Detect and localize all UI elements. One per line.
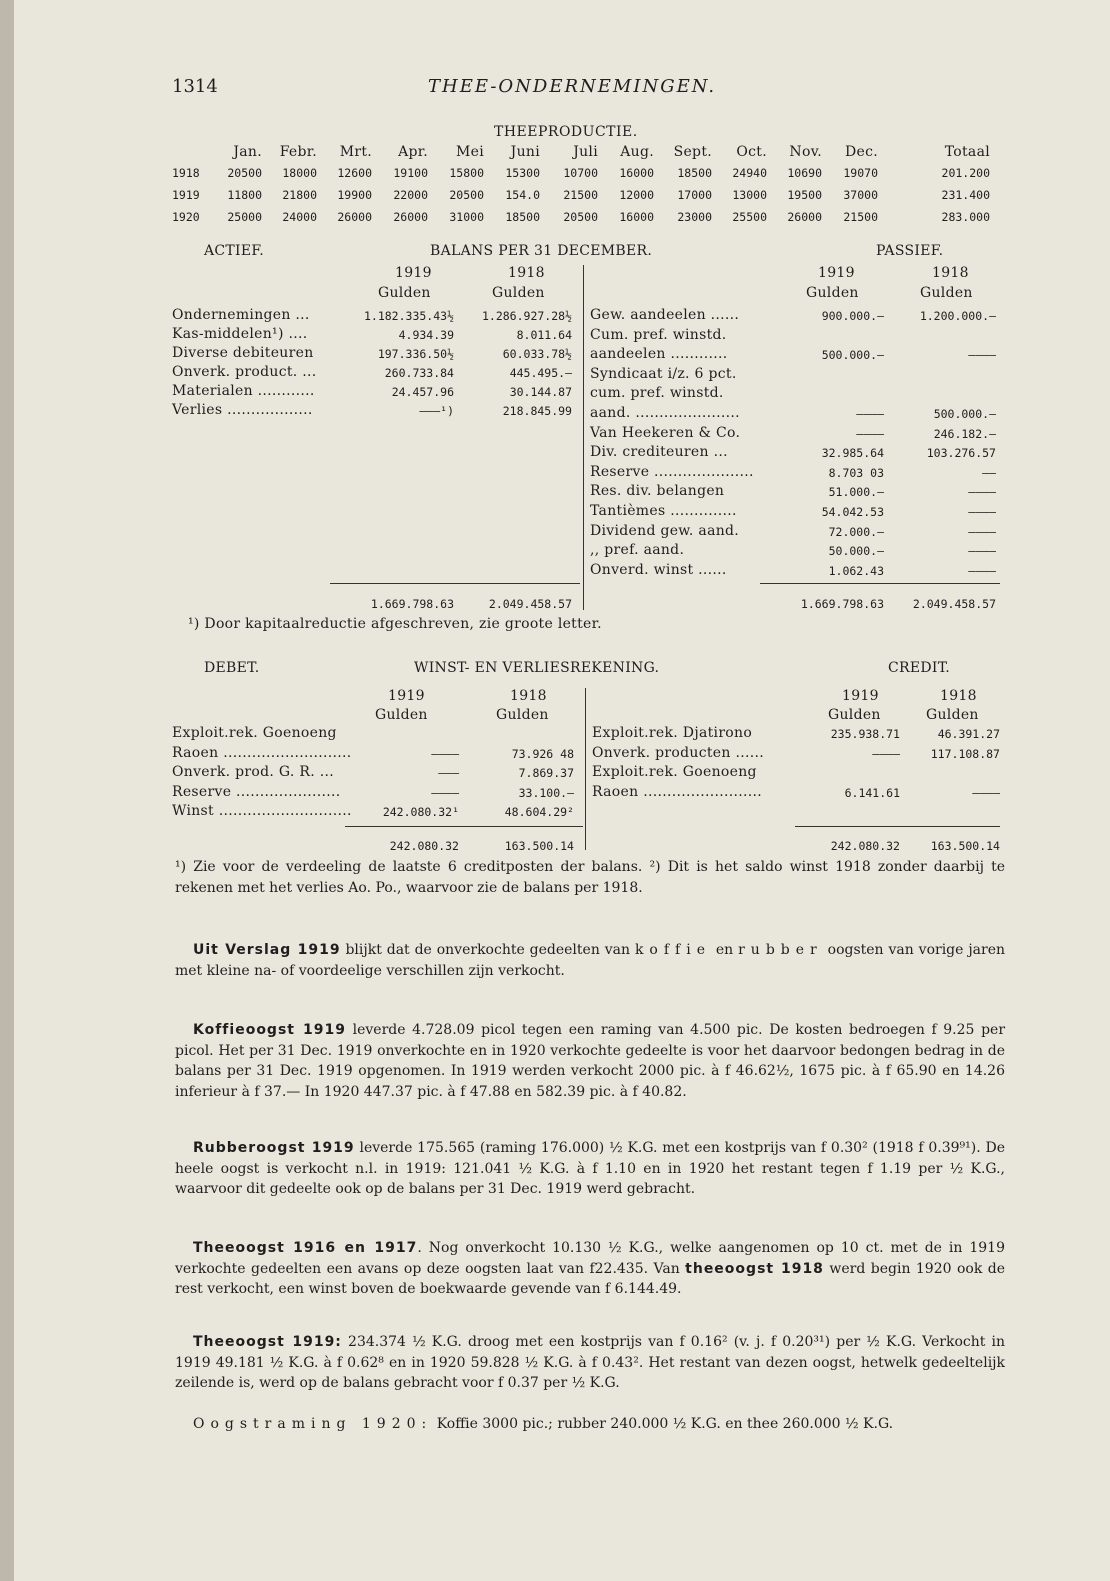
oogstraming-heading: Oogstraming 1920: — [193, 1416, 433, 1432]
production-title: THEEPRODUCTIE. — [494, 124, 638, 140]
balans-total-passief-b: 2.049.458.57 — [912, 597, 996, 611]
passief-value-1919: 50.000.— — [828, 544, 884, 559]
page-number: 1314 — [172, 76, 218, 97]
production-cell: 19100 — [393, 166, 428, 180]
production-cell: 19900 — [337, 188, 372, 202]
passief-value-1918: 1.200.000.— — [919, 309, 996, 323]
balans-divider — [583, 265, 584, 610]
production-cell: 25500 — [732, 210, 767, 224]
winst-debet-total-rule — [345, 826, 583, 827]
theeoogst-1916-text-b: werd begin 1920 ook de rest verkocht, een winst boven de boekwaarde gevende van f 6.144.49. — [175, 1260, 1006, 1297]
production-col-header: Dec. — [844, 144, 878, 160]
production-col-header: Aug. — [620, 144, 654, 160]
production-cell: 154.0 — [505, 188, 540, 202]
passief-label: ,, pref. aand. — [590, 542, 685, 559]
credit-value-1919: 6.141.61 — [844, 785, 900, 800]
production-row-year: 1920 — [172, 210, 200, 224]
actief-value-1918: 218.845.99 — [502, 404, 572, 418]
actief-value-1919: 24.457.96 — [391, 385, 454, 399]
production-cell: 10690 — [787, 166, 822, 180]
debet-label: Reserve ...................... — [172, 783, 341, 800]
paragraph-koffieoogst — [175, 1020, 1005, 1102]
passief-value-1918: ———— — [968, 505, 996, 519]
production-col-header: Febr. — [279, 144, 317, 160]
credit-label: Onverk. producten ...... — [592, 744, 764, 761]
production-cell: 12000 — [619, 188, 654, 202]
paragraph-verslag — [175, 940, 1005, 981]
actief-value-1919: 4.934.39 — [398, 328, 454, 342]
passief-value-1919: ———— — [856, 426, 884, 441]
credit-value-1918: 46.391.27 — [937, 727, 1000, 741]
balans-title: BALANS PER 31 DECEMBER. — [430, 243, 653, 259]
winst-total-debet-b: 163.500.14 — [504, 839, 574, 853]
production-cell: 26000 — [787, 210, 822, 224]
production-col-header: Juli — [573, 144, 598, 160]
passief-label: Van Heekeren & Co. — [590, 424, 741, 441]
passief-label: Onverd. winst ...... — [590, 561, 727, 578]
passief-value-1918: 103.276.57 — [926, 446, 996, 461]
winst-title: WINST- EN VERLIESREKENING. — [414, 660, 660, 676]
passief-value-1919: 32.985.64 — [821, 446, 884, 461]
passief-label: Tantièmes .............. — [590, 503, 737, 519]
actief-value-1919: 197.336.50½ — [377, 347, 454, 361]
production-col-header: Jan. — [233, 144, 262, 160]
balans-passief-unit-a: Gulden — [806, 285, 859, 301]
winst-debet-title: DEBET. — [204, 660, 260, 676]
production-col-header: Sept. — [673, 144, 712, 160]
production-cell: 22000 — [393, 188, 428, 202]
passief-label: cum. pref. winstd. — [590, 385, 724, 402]
passief-value-1918: ———— — [968, 524, 996, 539]
winst-credit-year-a: 1919 — [842, 688, 879, 704]
passief-value-1918: ———— — [968, 563, 996, 578]
winst-year-b: 1918 — [510, 688, 547, 704]
balans-unit-b: Gulden — [492, 285, 545, 301]
passief-value-1919: 72.000.— — [828, 524, 884, 539]
production-cell: 37000 — [843, 188, 878, 202]
passief-value-1919: 8.703 03 — [828, 465, 884, 480]
production-cell: 21500 — [563, 188, 598, 202]
passief-value-1918: ———— — [968, 485, 996, 500]
credit-label: Exploit.rek. Goenoeng — [592, 764, 757, 780]
production-cell: 15300 — [505, 166, 540, 180]
passief-value-1919: 1.062.43 — [828, 563, 884, 578]
winst-credit-unit-a: Gulden — [828, 707, 881, 723]
debet-value-1919: 242.080.32¹ — [382, 805, 459, 819]
winst-credit-total-rule — [795, 826, 1000, 827]
balans-footnote: ¹) Door kapitaalreductie afgeschreven, zie groote letter. — [188, 616, 602, 632]
balans-actief-total-rule — [330, 583, 580, 584]
passief-label: Reserve ..................... — [590, 463, 754, 480]
actief-value-1919: 1.182.335.43½ — [363, 309, 454, 323]
actief-value-1918: 445.495.— — [509, 366, 572, 380]
balans-passief-year-a: 1919 — [818, 265, 855, 281]
production-cell: 24940 — [732, 166, 767, 180]
production-col-header: Juni — [510, 144, 540, 160]
production-cell: 16000 — [619, 210, 654, 224]
production-cell: 12600 — [337, 166, 372, 180]
winst-unit-a: Gulden — [375, 707, 428, 723]
page-title: THEE-ONDERNEMINGEN. — [428, 76, 717, 97]
winst-year-a: 1919 — [388, 688, 425, 704]
balans-total-passief-a: 1.669.798.63 — [800, 597, 884, 611]
paragraph-oogstraming — [175, 1414, 1005, 1435]
passief-label: Gew. aandeelen ...... — [590, 307, 740, 323]
production-cell: 25000 — [227, 210, 262, 224]
production-cell: 26000 — [393, 210, 428, 224]
actief-value-1918: 1.286.927.28½ — [481, 309, 572, 323]
production-cell: 16000 — [619, 166, 654, 180]
passief-value-1919: 500.000.— — [821, 348, 884, 363]
production-col-header: Nov. — [789, 144, 822, 160]
passief-label: aand. ...................... — [590, 405, 740, 421]
production-col-header: Mei — [456, 144, 484, 160]
winst-unit-b: Gulden — [496, 707, 549, 723]
production-cell: 11800 — [227, 188, 262, 202]
theeoogst-1916-text-a: . Nog onverkocht 10.130 ½ K.G., welke aangenomen op 10 ct. met de in 1919 verkochte gedeelten een avans op deze oogsten laat van f22.435. Van — [175, 1240, 1006, 1277]
production-cell: 18500 — [505, 210, 540, 224]
balans-passief-title: PASSIEF. — [876, 243, 944, 259]
actief-label: Verlies .................. — [172, 402, 313, 418]
passief-value-1918: ———— — [968, 348, 996, 363]
actief-value-1918: 30.144.87 — [509, 385, 572, 399]
production-cell: 17000 — [677, 188, 712, 202]
theeoogst-1916-heading: Theeoogst 1916 en 1917 — [193, 1240, 418, 1256]
actief-value-1919: ———¹) — [419, 404, 454, 418]
winst-credit-year-b: 1918 — [940, 688, 977, 704]
production-row-year: 1919 — [172, 188, 200, 202]
production-cell: 19070 — [843, 166, 878, 180]
winst-total-credit-b: 163.500.14 — [930, 839, 1000, 853]
production-col-header: Totaal — [944, 144, 990, 160]
passief-value-1918: 246.182.— — [933, 426, 996, 441]
rubberoogst-text: leverde 175.565 (raming 176.000) ½ K.G. met een kostprijs van f 0.30² (1918 f 0.39⁹¹). De heele oogst is verkocht n.l. in 1919: 121.041 ½ K.G. à f 1.10 en in 1920 het restant tegen f 1.19 per ½ K.G., waarvoor dit gedeelte ook op de balans per 31 Dec. 1919 werd gebracht. — [175, 1140, 1005, 1197]
production-cell: 13000 — [732, 188, 767, 202]
production-cell: 15800 — [449, 166, 484, 180]
rubberoogst-heading: Rubberoogst 1919 — [193, 1140, 355, 1156]
debet-label: Winst ............................ — [172, 803, 352, 819]
paragraph-theeoogst-1919 — [175, 1332, 1005, 1394]
production-cell: 21800 — [282, 188, 317, 202]
production-cell: 18000 — [282, 166, 317, 180]
passief-label: aandeelen ............ — [590, 346, 728, 363]
actief-label: Kas-middelen¹) .... — [172, 326, 308, 342]
debet-value-1918: 73.926 48 — [511, 746, 574, 761]
paragraph-rubberoogst — [175, 1138, 1005, 1200]
passief-label: Res. div. belangen — [590, 483, 725, 500]
debet-label: Exploit.rek. Goenoeng — [172, 725, 337, 741]
actief-label: Materialen ............ — [172, 383, 315, 399]
production-cell: 18500 — [677, 166, 712, 180]
theeoogst-1918-heading: theeoogst 1918 — [685, 1260, 824, 1277]
actief-label: Ondernemingen ... — [172, 307, 310, 323]
winst-total-credit-a: 242.080.32 — [830, 839, 900, 853]
production-cell: 31000 — [449, 210, 484, 224]
balans-passief-total-rule — [760, 583, 1000, 584]
balans-year-a: 1919 — [395, 265, 432, 281]
balans-passief-year-b: 1918 — [932, 265, 969, 281]
actief-label: Onverk. product. ... — [172, 364, 317, 380]
koffieoogst-heading: Koffieoogst 1919 — [193, 1022, 346, 1038]
verslag-heading: Uit Verslag 1919 — [193, 942, 341, 958]
koffieoogst-text: leverde 4.728.09 picol tegen een raming van 4.500 pic. De kosten bedroegen f 9.25 per picol. Het per 31 Dec. 1919 onverkochte en in 1920 verkochte gedeelte is voor het daarvoor bedongen bedrag in de balans per 31 Dec. 1919 opgenomen. In 1919 werden verkocht 2000 pic. à f 46.62½, 1675 pic. à f 65.90 en 14.26 inferieur à f 37.— In 1920 447.37 pic. à f 47.88 en 582.39 pic. à f 40.82. — [175, 1022, 1006, 1100]
winst-credit-unit-b: Gulden — [926, 707, 979, 723]
debet-value-1918: 7.869.37 — [518, 766, 574, 780]
verslag-rubber: rubber — [738, 942, 823, 958]
credit-value-1918: 117.108.87 — [930, 746, 1000, 761]
verslag-text-b: en — [710, 942, 739, 958]
passief-value-1919: 900.000.— — [821, 309, 884, 323]
oogstraming-text: Koffie 3000 pic.; rubber 240.000 ½ K.G. en thee 260.000 ½ K.G. — [432, 1416, 894, 1432]
balans-total-actief-a: 1.669.798.63 — [370, 597, 454, 611]
production-row-year: 1918 — [172, 166, 200, 180]
theeoogst-1919-heading: Theeoogst 1919: — [193, 1334, 342, 1350]
page-edge — [0, 0, 14, 1581]
debet-value-1919: ———— — [431, 785, 459, 800]
production-cell: 283.000 — [941, 210, 990, 224]
production-cell: 26000 — [337, 210, 372, 224]
production-cell: 20500 — [227, 166, 262, 180]
debet-value-1918: 33.100.— — [518, 785, 574, 800]
production-col-header: Oct. — [736, 144, 767, 160]
production-cell: 19500 — [787, 188, 822, 202]
production-cell: 10700 — [563, 166, 598, 180]
credit-label: Exploit.rek. Djatirono — [592, 725, 753, 741]
credit-label: Raoen ......................... — [592, 783, 762, 800]
production-cell: 21500 — [843, 210, 878, 224]
production-cell: 231.400 — [941, 188, 990, 202]
passief-value-1918: ———— — [968, 544, 996, 559]
balans-actief-title: ACTIEF. — [204, 243, 264, 259]
production-cell: 20500 — [449, 188, 484, 202]
winst-footnote: ¹) Zie voor de verdeeling de laatste 6 creditposten der balans. ²) Dit is het saldo winst 1918 zonder daarbij te rekenen met het verlies Ao. Po., waarvoor zie de balans per 1918. — [175, 859, 1005, 896]
balans-passief-unit-b: Gulden — [920, 285, 973, 301]
passief-value-1918: 500.000.— — [933, 407, 996, 421]
passief-value-1919: 54.042.53 — [821, 505, 884, 519]
production-cell: 201.200 — [941, 166, 990, 180]
passief-label: Syndicaat i/z. 6 pct. — [590, 365, 737, 382]
debet-value-1919: ——— — [438, 766, 459, 780]
actief-value-1918: 8.011.64 — [516, 328, 572, 342]
balans-total-actief-b: 2.049.458.57 — [488, 597, 572, 611]
balans-unit-a: Gulden — [378, 285, 431, 301]
production-cell: 23000 — [677, 210, 712, 224]
passief-label: Cum. pref. winstd. — [590, 326, 727, 343]
theeoogst-1919-text: 234.374 ½ K.G. droog met een kostprijs van f 0.16² (v. j. f 0.20³¹) per ½ K.G. Verkocht in 1919 49.181 ½ K.G. à f 0.62⁸ en in 1920 59.828 ½ K.G. à f 0.43². Het restant van dezen oogst, hetwelk gedeeltelijk zeilende is, werd op de balans gebracht voor f 0.37 per ½ K.G. — [175, 1334, 1005, 1391]
debet-value-1919: ———— — [431, 746, 459, 761]
verslag-koffie: koffie — [634, 942, 711, 958]
debet-label: Onverk. prod. G. R. ... — [172, 764, 334, 780]
passief-label: Dividend gew. aand. — [590, 522, 740, 539]
actief-value-1918: 60.033.78½ — [502, 347, 572, 361]
production-cell: 20500 — [563, 210, 598, 224]
passief-value-1919: ———— — [856, 407, 884, 421]
paragraph-theeoogst-1916-1917 — [175, 1238, 1005, 1300]
actief-value-1919: 260.733.84 — [384, 366, 454, 380]
production-col-header: Apr. — [398, 144, 428, 160]
passief-label: Div. crediteuren ... — [590, 444, 728, 461]
production-col-header: Mrt. — [339, 144, 372, 160]
credit-value-1919: 235.938.71 — [830, 727, 900, 741]
verslag-text-a: blijkt dat de onverkochte gedeelten van — [340, 942, 635, 958]
verslag-text-c: oogsten van vorige jaren met kleine na- of voordeelige verschillen zijn verkocht. — [175, 942, 1006, 979]
passief-value-1919: 51.000.— — [828, 485, 884, 500]
production-cell: 24000 — [282, 210, 317, 224]
debet-label: Raoen ........................... — [172, 744, 352, 761]
balans-year-b: 1918 — [508, 265, 545, 281]
debet-value-1918: 48.604.29² — [504, 805, 574, 819]
credit-value-1919: ———— — [872, 746, 900, 761]
actief-label: Diverse debiteuren — [172, 345, 314, 361]
credit-value-1918: ———— — [972, 785, 1000, 800]
winst-credit-title: CREDIT. — [888, 660, 951, 676]
winst-total-debet-a: 242.080.32 — [389, 839, 459, 853]
passief-value-1918: —— — [982, 465, 996, 480]
winst-divider — [585, 688, 586, 850]
